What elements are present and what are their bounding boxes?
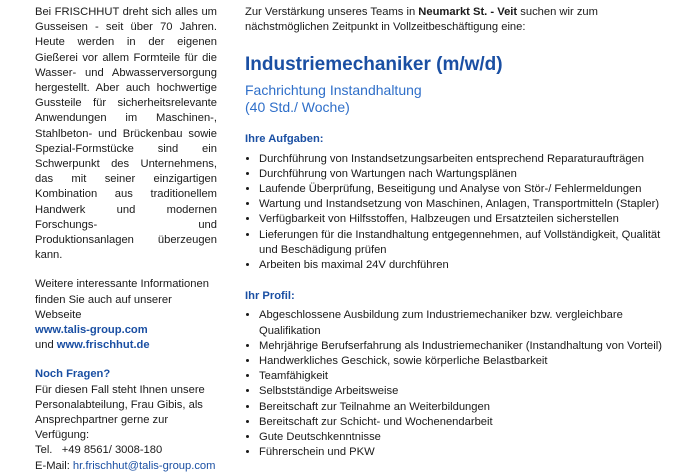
intro-post: suchen wir zum nächstmöglichen Zeitpunkt in Vollzeitbeschäftigung eine:: [245, 6, 598, 34]
phone-line: [35, 443, 217, 458]
email-line: [35, 459, 217, 474]
list-item: • Handwerkliches Geschick, sowie körperliche Belastbarkeit: [259, 354, 675, 369]
talis-website-link[interactable]: www.talis-group.com: [35, 324, 148, 337]
questions-text: Für diesen Fall steht Ihnen unsere Personalabteilung, Frau Gibis, als Ansprechpartner gerne zur Verfügung:: [35, 383, 205, 442]
list-item: • Durchführung von Instandsetzungsarbeiten entsprechend Reparaturaufträgen: [259, 152, 675, 167]
and-text: und: [35, 339, 54, 352]
profile-heading: Ihr Profil:: [245, 290, 295, 303]
list-item: • Laufende Überprüfung, Beseitigung und Analyse von Stör-/ Fehlermeldungen: [259, 182, 675, 197]
right-column: [245, 5, 675, 460]
frischhut-website-link[interactable]: www.frischhut.de: [56, 339, 150, 352]
list-item: • Gute Deutschkenntnisse: [259, 430, 675, 445]
list-item: • Verfügbarkeit von Hilfsstoffen, Halbzeugen und Ersatzteilen sicherstellen: [259, 212, 675, 227]
left-column: [35, 5, 217, 474]
list-item: • Bereitschaft zur Schicht- und Wochenendarbeit: [259, 415, 675, 430]
list-item: • Durchführung von Wartungen nach Wartungsplänen: [259, 167, 675, 182]
list-item: • Arbeiten bis maximal 24V durchführen: [259, 258, 675, 273]
profile-list: [245, 308, 675, 460]
intro-pre: Zur Verstärkung unseres Teams in: [245, 6, 416, 18]
questions-heading: Noch Fragen?: [35, 368, 111, 381]
list-item: • Selbstständige Arbeitsweise: [259, 384, 675, 399]
list-item: • Bereitschaft zur Teilnahme an Weiterbildungen: [259, 400, 675, 415]
list-item: • Abgeschlossene Ausbildung zum Industriemechaniker bzw. vergleichbare Qualifikation: [259, 308, 675, 338]
phone-number[interactable]: +49 8561/ 3008-180: [61, 444, 163, 457]
list-item: • Teamfähigkeit: [259, 369, 675, 384]
company-paragraph: Bei FRISCHHUT dreht sich alles um Gusseisen - seit über 70 Jahren. Heute werden in der eigenen Gießerei vor allem Formteile für die Wasser- und Abwasserversorgung hergestellt. Aber auch hochwertige Gussteile für sicherheitsrelevante Anwendungen im Maschinen-, Stahlbeton- und Brückenbau sowie Spezial-Formstücke sind ein Schwerpunkt des Unternehmens, das mit seiner einzigartigen Kombination aus traditionellem Handwerk und modernen Forschungs- und Produktionsanlagen überzeugen kann.: [35, 6, 217, 262]
intro-text: [245, 5, 675, 35]
job-subtitle-line1: Fachrichtung Instandhaltung: [245, 82, 422, 99]
list-item: • Führerschein und PKW: [259, 445, 675, 460]
list-item: • Lieferungen für die Instandhaltung entgegennehmen, auf Vollständigkeit, Qualität und Beschädigung prüfen: [259, 228, 675, 258]
list-item: • Wartung und Instandsetzung von Maschinen, Anlagen, Transportmitteln (Stapler): [259, 197, 675, 212]
job-subtitle-line2: (40 Std./ Woche): [245, 99, 350, 116]
more-info-label: Weitere interessante Informationen finden Sie auch auf unserer Webseite: [35, 278, 209, 321]
more-info-text: [35, 277, 217, 353]
intro-location: Neumarkt St. - Veit: [418, 6, 518, 18]
email-label: E-Mail:: [35, 459, 70, 472]
phone-label: Tel.: [35, 444, 53, 457]
tasks-list: [245, 152, 675, 274]
tasks-heading: Ihre Aufgaben:: [245, 133, 324, 146]
job-title: Industriemechaniker (m/w/d): [245, 54, 503, 76]
list-item: • Mehrjährige Berufserfahrung als Industriemechaniker (Instandhaltung von Vorteil): [259, 339, 675, 354]
email-link[interactable]: hr.frischhut@talis-group.com: [72, 459, 216, 472]
